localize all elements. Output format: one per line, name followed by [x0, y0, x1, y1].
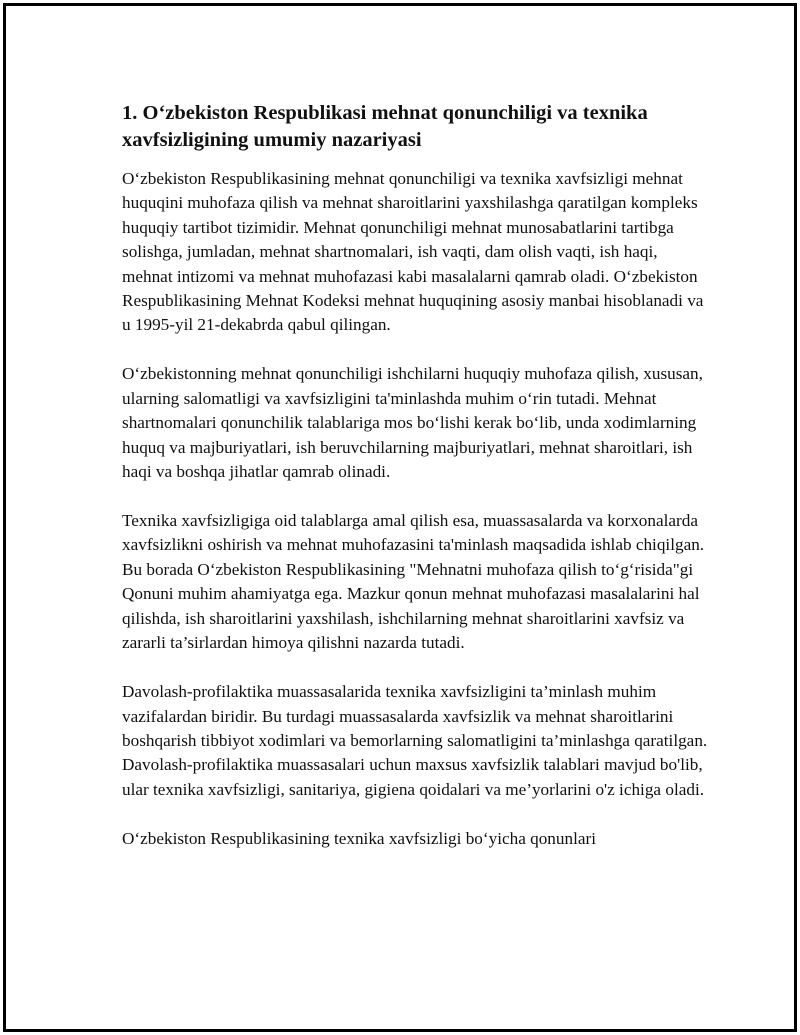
paragraph-5: O‘zbekiston Respublikasining texnika xavfsizligi bo‘yicha qonunlari [122, 828, 596, 848]
paragraph-2: O‘zbekistonning mehnat qonunchiligi ishchilarni huquqiy muhofaza qilish, xususan, ularning salomatligi va xavfsizligini ta'minlashda muhim o‘rin tutadi. Mehnat shartnomalari qonunchilik talablariga mos bo‘lishi kerak bo‘lib, unda xodimlarning huquq va majburiyatlari, ish beruvchilarning majburiyatlari, mehnat sharoitlari, ish haqi va boshqa jihatlar qamrab olinadi. [122, 364, 703, 482]
paragraph-3: Texnika xavfsizligiga oid talablarga amal qilish esa, muassasalarda va korxonalarda xavfsizlikni oshirish va mehnat muhofazasini ta'minlash maqsadida ishlab chiqilgan. Bu borada O‘zbekiston Respublikasining "Mehnatni muhofaza qilish to‘g‘risida"gi Qonuni muhim ahamiyatga ega. Mazkur qonun mehnat muhofazasi masalalarini hal qilishda, ish sharoitlarini yaxshilash, ishchilarning mehnat sharoitlarini xavfsiz va zararli ta’sirlardan himoya qilishni nazarda tutadi. [122, 511, 705, 653]
paragraph-4: Davolash-profilaktika muassasalarida texnika xavfsizligini ta’minlash muhim vazifalardan biridir. Bu turdagi muassasalarda xavfsizlik va mehnat sharoitlarini boshqarish tibbiyot xodimlari va bemorlarning salomatligini ta’minlashga qaratilgan. Davolash-profilaktika muassasalari uchun maxsus xavfsizlik talablari mavjud bo'lib, ular texnika xavfsizligi, sanitariya, gigiena qoidalari va me’yorlarini o'z ichiga oladi. [122, 682, 708, 799]
document-body [122, 100, 712, 851]
section-heading: 1. O‘zbekiston Respublikasi mehnat qonunchiligi va texnika xavfsizligining umumiy nazariyasi [122, 102, 648, 151]
paragraph-1: O‘zbekiston Respublikasining mehnat qonunchiligi va texnika xavfsizligi mehnat huquqini muhofaza qilish va mehnat sharoitlarini yaxshilashga qaratilgan kompleks huquqiy tartibot tizimidir. Mehnat qonunchiligi mehnat munosabatlarini tartibga solishga, jumladan, mehnat shartnomalari, ish vaqti, dam olish vaqti, ish haqi, mehnat intizomi va mehnat muhofazasi kabi masalalarni qamrab oladi. O‘zbekiston Respublikasining Mehnat Kodeksi mehnat huquqining asosiy manbai hisoblanadi va u 1995-yil 21-dekabrda qabul qilingan. [122, 169, 704, 335]
page-frame [3, 3, 797, 1032]
